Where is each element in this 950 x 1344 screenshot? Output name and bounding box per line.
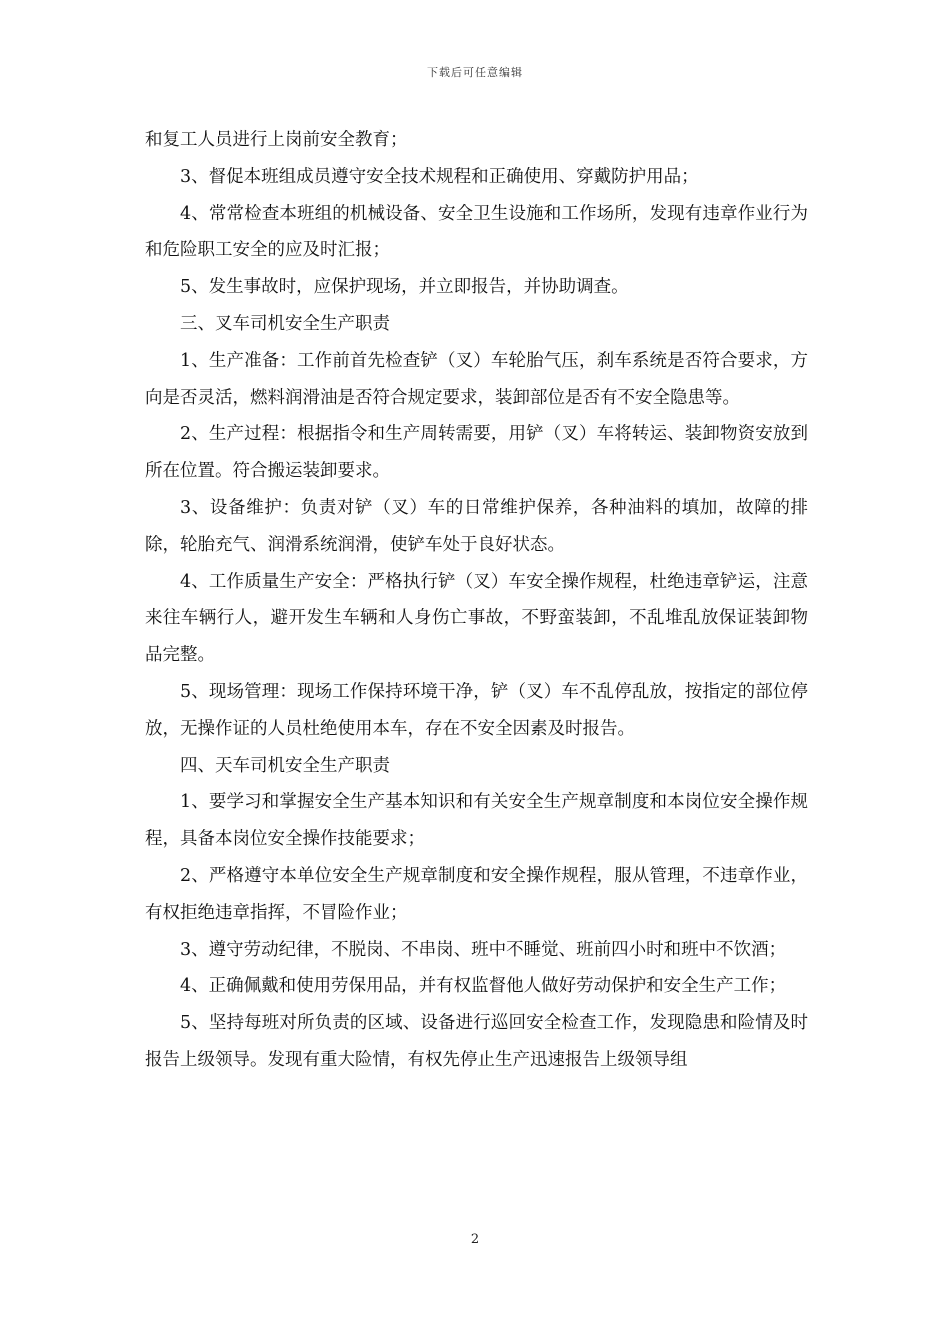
paragraph: 1、生产准备：工作前首先检查铲（叉）车轮胎气压，刹车系统是否符合要求，方向是否灵活，燃料润滑油是否符合规定要求，装卸部位是否有不安全隐患等。	[145, 350, 808, 408]
paragraph: 和复工人员进行上岗前安全教育；	[145, 130, 408, 150]
page-header-note: 下载后可任意编辑	[427, 66, 523, 79]
paragraph: 5、坚持每班对所负责的区域、设备进行巡回安全检查工作，发现隐患和险情及时报告上级领导。发现有重大险情，有权先停止生产迅速报告上级领导组	[145, 1013, 808, 1070]
paragraph: 4、常常检查本班组的机械设备、安全卫生设施和工作场所，发现有违章作业行为和危险职工安全的应及时汇报；	[145, 203, 808, 261]
section-heading: 四、天车司机安全生产职责	[180, 755, 390, 776]
paragraph: 4、正确佩戴和使用劳保用品，并有权监督他人做好劳动保护和安全生产工作；	[180, 976, 787, 997]
page-number: 2	[470, 1232, 480, 1247]
paragraph: 1、要学习和掌握安全生产基本知识和有关安全生产规章制度和本岗位安全操作规程，具备本岗位安全操作技能要求；	[145, 792, 808, 850]
paragraph: 4、工作质量生产安全：严格执行铲（叉）车安全操作规程，杜绝违章铲运，注意来往车辆行人，避开发生车辆和人身伤亡事故，不野蛮装卸，不乱堆乱放保证装卸物品完整。	[145, 571, 808, 666]
paragraph: 3、设备维护：负责对铲（叉）车的日常维护保养，各种油料的填加，故障的排除，轮胎充气、润滑系统润滑，使铲车处于良好状态。	[145, 497, 808, 555]
paragraph: 5、发生事故时，应保护现场，并立即报告，并协助调查。	[180, 277, 629, 298]
paragraph: 5、现场管理：现场工作保持环境干净，铲（叉）车不乱停乱放，按指定的部位停放，无操作证的人员杜绝使用本车，存在不安全因素及时报告。	[145, 681, 808, 739]
paragraph: 2、严格遵守本单位安全生产规章制度和安全操作规程，服从管理，不违章作业，有权拒绝违章指挥，不冒险作业；	[145, 865, 808, 923]
paragraph: 3、遵守劳动纪律，不脱岗、不串岗、班中不睡觉、班前四小时和班中不饮酒；	[180, 939, 787, 960]
paragraph: 3、督促本班组成员遵守安全技术规程和正确使用、穿戴防护用品；	[180, 166, 699, 187]
document-body	[145, 122, 808, 1079]
paragraph: 2、生产过程：根据指令和生产周转需要，用铲（叉）车将转运、装卸物资安放到所在位置。符合搬运装卸要求。	[145, 424, 808, 482]
section-heading: 三、叉车司机安全生产职责	[180, 313, 390, 334]
